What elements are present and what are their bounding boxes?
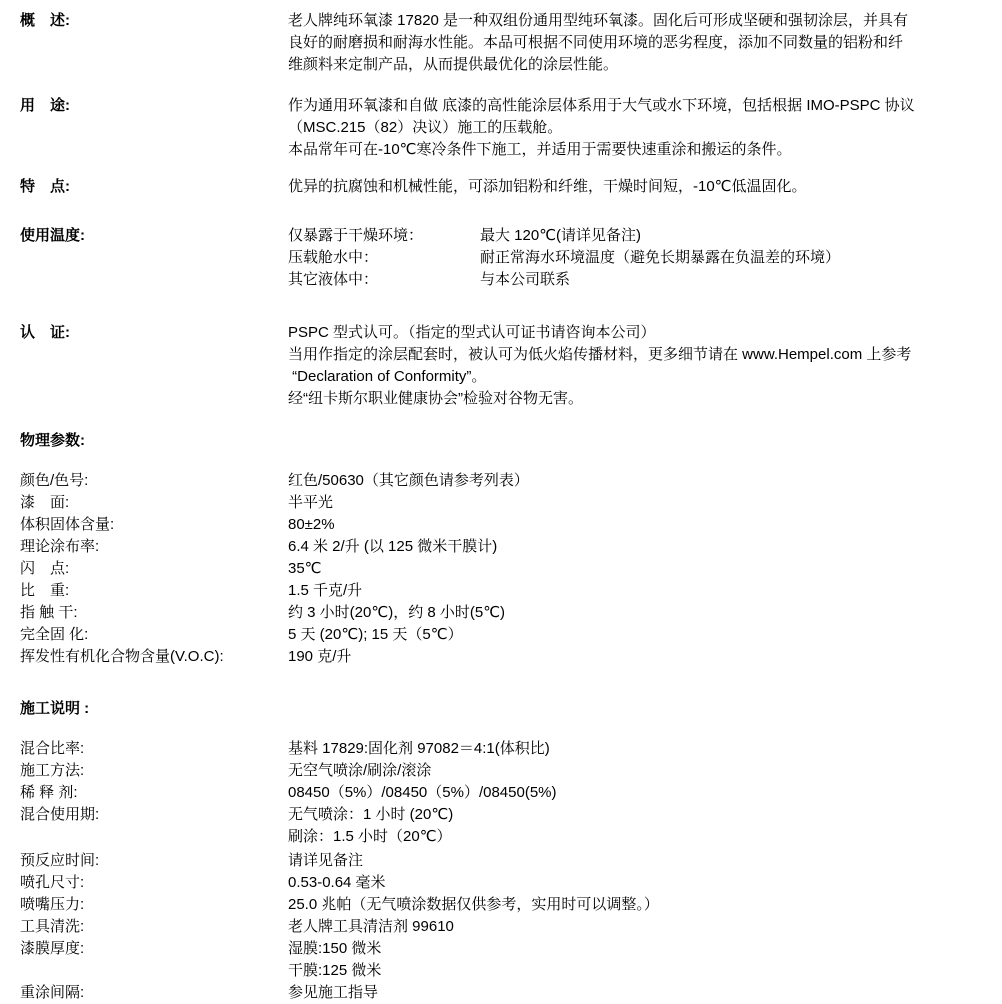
param-row <box>20 872 994 894</box>
param-row <box>20 492 994 514</box>
usage-line: 本品常年可在-10℃寒冷条件下施工，并适用于需要快速重涂和搬运的条件。 <box>288 141 792 158</box>
certification-line: 当用作指定的涂层配套时，被认可为低火焰传播材料，更多细节请在 www.Hempel.com 上参考 <box>288 346 912 363</box>
param-label: 混合比率: <box>20 740 85 757</box>
param-value: 参见施工指导 <box>288 984 379 1001</box>
param-label: 漆 面: <box>20 494 70 511</box>
overview-line: 维颜料来定制产品，从而提供最优化的涂层性能。 <box>288 56 619 73</box>
section-service-temperature-label: 使用温度: <box>20 227 85 244</box>
service-temp-row <box>288 225 994 247</box>
section-features-label: 特 点: <box>20 178 70 195</box>
service-temp-condition: 仅暴露于干燥环境： <box>288 227 424 244</box>
param-label: 指 触 干: <box>20 604 78 621</box>
features-line: 优异的抗腐蚀和机械性能，可添加铝粉和纤维，干燥时间短，-10℃低温固化。 <box>288 178 807 195</box>
param-row <box>20 536 994 558</box>
service-temp-condition: 其它液体中： <box>288 271 379 288</box>
service-temp-value: 最大 120℃(请详见备注) <box>480 227 642 244</box>
param-label: 预反应时间: <box>20 852 100 869</box>
param-value: 0.53-0.64 毫米 <box>288 874 386 891</box>
param-value: 6.4 米 2/升 (以 125 微米干膜计) <box>288 538 498 555</box>
param-row <box>20 850 994 872</box>
param-value-group <box>288 804 994 848</box>
param-value: 无空气喷涂/刷涂/滚涂 <box>288 762 432 779</box>
param-label: 闪 点: <box>20 560 70 577</box>
section-overview-label: 概 述: <box>20 12 70 29</box>
service-temp-row <box>288 269 994 291</box>
param-row <box>20 782 994 804</box>
param-row <box>20 982 994 1004</box>
section-service-temperature-content <box>288 225 994 291</box>
physical-parameters-table <box>20 470 994 668</box>
param-value: 1.5 千克/升 <box>288 582 363 599</box>
usage-line: 作为通用环氧漆和自做 底漆的高性能涂层体系用于大气或水下环境，包括根据 IMO-PSPC 协议 <box>288 97 915 114</box>
section-features <box>20 176 994 198</box>
param-value: 红色/50630（其它颜色请参考列表） <box>288 472 529 489</box>
service-temp-condition: 压载舱水中： <box>288 249 379 266</box>
section-features-content <box>288 176 994 198</box>
param-value: 80±2% <box>288 516 335 533</box>
usage-line: （MSC.215（82）决议）施工的压载舱。 <box>288 119 563 136</box>
physical-parameters-heading: 物理参数: <box>20 432 85 449</box>
param-value: 老人牌工具清洁剂 99610 <box>288 918 454 935</box>
param-value: 08450（5%）/08450（5%）/08450(5%) <box>288 784 557 801</box>
param-label: 混合使用期: <box>20 806 100 823</box>
param-label: 体积固体含量: <box>20 516 115 533</box>
param-row <box>20 602 994 624</box>
section-usage-label: 用 途: <box>20 97 70 114</box>
service-temp-value: 与本公司联系 <box>480 271 571 288</box>
param-row <box>20 646 994 668</box>
param-value: 无气喷涂：1 小时 (20℃) <box>288 806 454 823</box>
param-label: 完全固 化: <box>20 626 89 643</box>
param-row <box>20 916 994 938</box>
param-label: 颜色/色号: <box>20 472 89 489</box>
section-usage-content <box>288 95 994 161</box>
param-row <box>20 804 994 848</box>
param-row <box>20 514 994 536</box>
param-label: 喷嘴压力: <box>20 896 85 913</box>
param-value: 190 克/升 <box>288 648 352 665</box>
param-label: 稀 释 剂: <box>20 784 78 801</box>
param-value: 约 3 小时(20℃)，约 8 小时(5℃) <box>288 604 506 621</box>
param-label: 重涂间隔: <box>20 984 85 1001</box>
param-row <box>20 624 994 646</box>
param-row <box>20 894 994 916</box>
overview-line: 良好的耐磨损和耐海水性能。本品可根据不同使用环境的恶劣程度，添加不同数量的铝粉和纤 <box>288 34 904 51</box>
application-details-table <box>20 738 994 1004</box>
param-value: 25.0 兆帕（无气喷涂数据仅供参考，实用时可以调整。） <box>288 896 659 913</box>
param-label: 漆膜厚度: <box>20 940 85 957</box>
service-temp-row <box>288 247 994 269</box>
param-label: 工具清洗: <box>20 918 85 935</box>
section-service-temperature <box>20 225 994 291</box>
param-value: 半平光 <box>288 494 334 511</box>
param-value-group <box>288 938 994 982</box>
param-label: 理论涂布率: <box>20 538 100 555</box>
param-value: 5 天 (20℃); 15 天（5℃） <box>288 626 463 643</box>
param-label: 挥发性有机化合物含量(V.O.C): <box>20 648 224 665</box>
section-certification-content <box>288 322 994 410</box>
param-value: 35℃ <box>288 560 322 577</box>
application-details-heading: 施工说明 : <box>20 700 90 717</box>
param-row <box>20 558 994 580</box>
param-value: 基料 17829:固化剂 97082＝4:1(体积比) <box>288 740 550 757</box>
param-value: 刷涂：1.5 小时（20℃） <box>288 828 452 845</box>
param-value: 湿膜:150 微米 <box>288 940 382 957</box>
certification-line: 经“纽卡斯尔职业健康协会”检验对谷物无害。 <box>288 390 583 407</box>
service-temp-value: 耐正常海水环境温度（避免长期暴露在负温差的环境） <box>480 249 841 266</box>
param-label: 喷孔尺寸: <box>20 874 85 891</box>
param-row <box>20 938 994 982</box>
param-label: 施工方法: <box>20 762 85 779</box>
param-row <box>20 760 994 782</box>
param-row <box>20 470 994 492</box>
section-usage <box>20 95 994 161</box>
overview-line: 老人牌纯环氧漆 17820 是一种双组份通用型纯环氧漆。固化后可形成坚硬和强韧涂层，并具有 <box>288 12 909 29</box>
param-value: 请详见备注 <box>288 852 364 869</box>
param-row <box>20 580 994 602</box>
param-value: 干膜:125 微米 <box>288 962 382 979</box>
certification-line: “Declaration of Conformity”。 <box>288 368 487 385</box>
section-certification-label: 认 证: <box>20 324 70 341</box>
section-certification <box>20 322 994 410</box>
param-row <box>20 738 994 760</box>
section-overview-content <box>288 10 994 76</box>
param-label: 比 重: <box>20 582 70 599</box>
certification-line: PSPC 型式认可。（指定的型式认可证书请咨询本公司） <box>288 324 656 341</box>
section-overview <box>20 10 994 76</box>
